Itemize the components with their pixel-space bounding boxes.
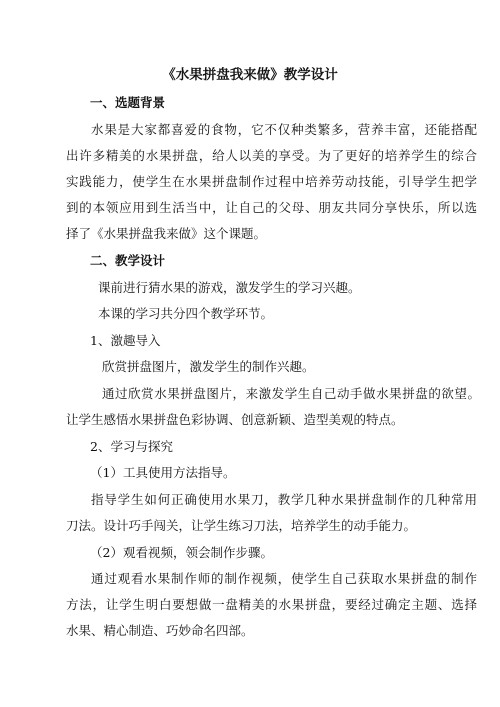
paragraph-line: 让学生感悟水果拼盘色彩协调、创意新颖、造型美观的特点。	[66, 412, 404, 427]
paragraph-line: 通过欣赏水果拼盘图片，来激发学生自己动手做水果拼盘的欲望。	[102, 386, 480, 401]
paragraph-line: 欣赏拼盘图片，激发学生的制作兴趣。	[102, 359, 315, 374]
step-heading-2: 2、学习与探究	[90, 439, 173, 454]
paragraph-line: 本课的学习共分四个教学环节。	[98, 306, 274, 321]
paragraph-line: 择了《水果拼盘我来做》这个课题。	[66, 226, 267, 241]
paragraph-line: 课前进行猜水果的游戏，激发学生的学习兴趣。	[98, 280, 361, 295]
sub-heading-1: （1）工具使用方法指导。	[90, 465, 236, 480]
paragraph-line: 出许多精美的水果拼盘，给人以美的享受。为了更好的培养学生的综合	[66, 148, 477, 163]
paragraph-line: 刀法。设计巧手闯关，让学生练习刀法，培养学生的动手能力。	[66, 518, 417, 533]
paragraph-line: 通过观看水果制作师的制作视频，使学生自己获取水果拼盘的制作	[91, 571, 477, 586]
paragraph-line: 水果、精心制造、巧妙命名四部。	[66, 623, 254, 638]
paragraph-line: 到的本领应用到生活当中，让自己的父母、朋友共同分享快乐，所以选	[66, 200, 477, 215]
section-heading-design: 二、教学设计	[90, 253, 166, 268]
paragraph-line: 水果是大家都喜爱的食物，它不仅种类繁多，营养丰富，还能搭配	[91, 122, 477, 137]
paragraph-line: 实践能力，使学生在水果拼盘制作过程中培养劳动技能，引导学生把学	[66, 174, 477, 189]
document-title: 《水果拼盘我来做》教学设计	[162, 67, 338, 83]
sub-heading-2: （2）观看视频，领会制作步骤。	[90, 545, 273, 560]
paragraph-line: 方法，让学生明白要想做一盘精美的水果拼盘，要经过确定主题、选择	[66, 597, 477, 612]
section-heading-background: 一、选题背景	[90, 95, 166, 110]
step-heading-1: 1、激趣导入	[90, 333, 161, 348]
paragraph-line: 指导学生如何正确使用水果刀，教学几种水果拼盘制作的几种常用	[91, 492, 477, 507]
